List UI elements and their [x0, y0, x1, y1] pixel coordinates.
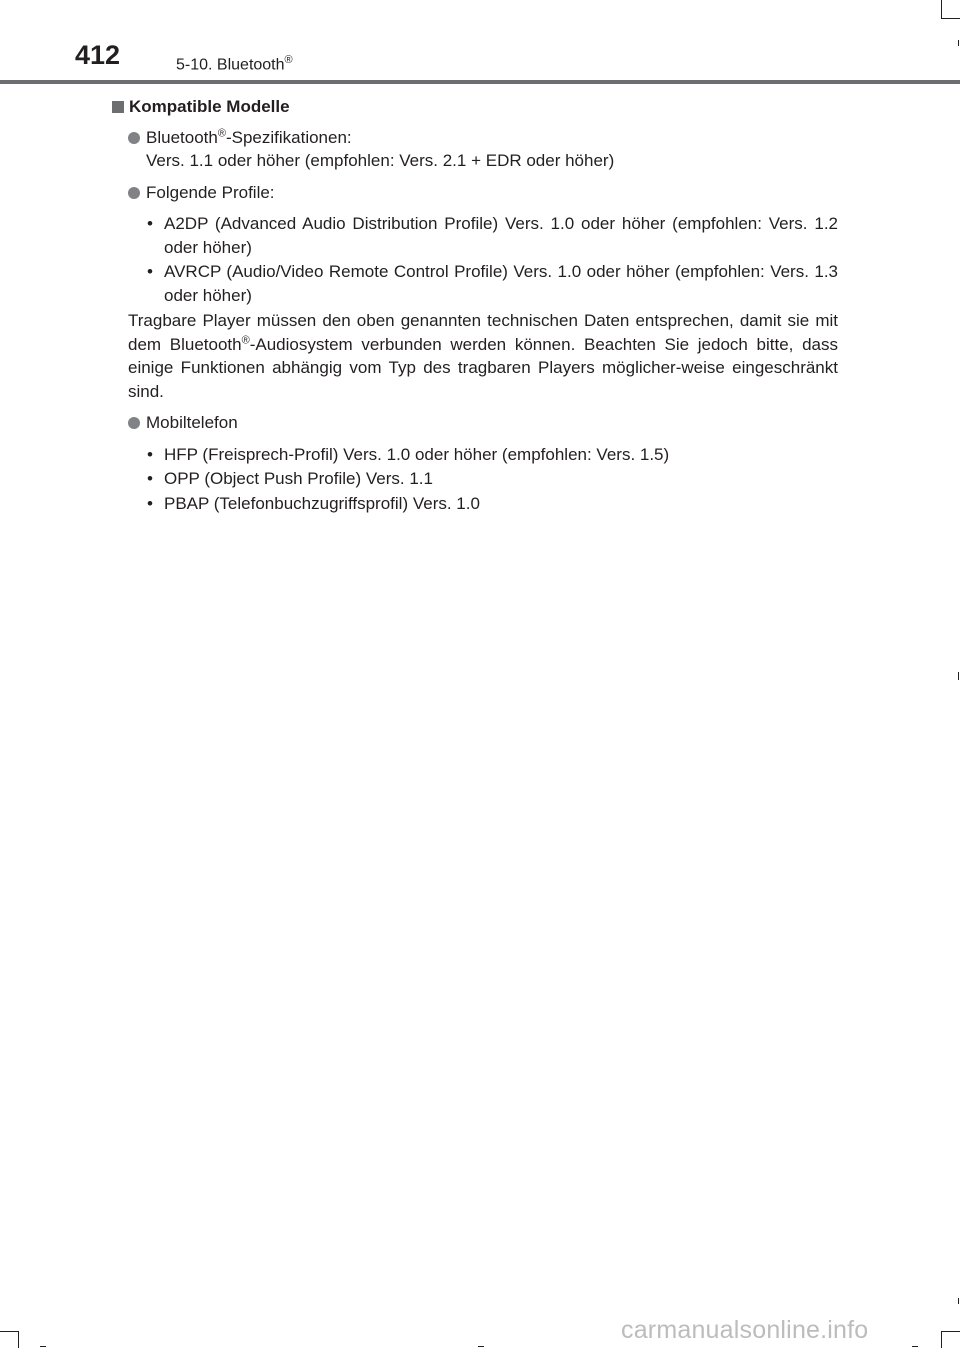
crop-mark [0, 1331, 18, 1332]
crop-mark [941, 1331, 942, 1348]
crop-mark [478, 1346, 484, 1347]
crop-mark [40, 1346, 46, 1347]
crop-mark [941, 0, 942, 18]
phone-profiles-list [146, 443, 838, 516]
list-item: • A2DP (Advanced Audio Distribution Profile) Vers. 1.0 oder höher (empfohlen: Vers. 1.2 oder höher) [147, 214, 838, 257]
header-rule [0, 80, 960, 84]
circle-bullet-icon [128, 132, 140, 144]
bluetooth-spec-item: Bluetooth®-Spezifikationen: Vers. 1.1 oder höher (empfohlen: Vers. 2.1 + EDR oder höher) [128, 126, 838, 173]
chapter-title: 5-10. Bluetooth® [176, 54, 293, 74]
compatibility-note: Tragbare Player müssen den oben genannten technischen Daten entsprechen, damit sie mit dem Bluetooth®-Audiosystem verbunden werden können. Beachten Sie jedoch bitte, dass einige Funktionen abhängig vom Typ des tragbaren Players möglicher-weise eingeschränkt sind. [128, 311, 838, 401]
section-heading: Kompatible Modelle [128, 95, 838, 119]
crop-mark [941, 18, 960, 19]
circle-bullet-icon [128, 187, 140, 199]
watermark: carmanualsonline.info [621, 1316, 869, 1344]
page-content [128, 95, 838, 517]
profiles-item: Folgende Profile: [128, 181, 838, 205]
list-item: • OPP (Object Push Profile) Vers. 1.1 [147, 469, 433, 488]
crop-mark [958, 40, 959, 46]
crop-mark [958, 1298, 959, 1304]
square-bullet-icon [112, 101, 124, 113]
page-number: 412 [75, 40, 121, 70]
bluetooth-spec-value: Vers. 1.1 oder höher (empfohlen: Vers. 2.1 + EDR oder höher) [146, 151, 615, 170]
circle-bullet-icon [128, 417, 140, 429]
profiles-list [146, 212, 838, 307]
list-item: • AVRCP (Audio/Video Remote Control Profile) Vers. 1.0 oder höher (empfohlen: Vers. 1.3 oder höher) [147, 262, 838, 305]
list-item: • HFP (Freisprech-Profil) Vers. 1.0 oder höher (empfohlen: Vers. 1.5) [147, 444, 670, 464]
crop-mark [958, 672, 959, 680]
crop-mark [941, 1331, 960, 1332]
mobile-phone-item: Mobiltelefon [128, 411, 838, 435]
crop-mark [18, 1331, 19, 1348]
crop-mark [912, 1346, 918, 1347]
list-item: • PBAP (Telefonbuchzugriffsprofil) Vers. 1.0 [147, 493, 480, 513]
